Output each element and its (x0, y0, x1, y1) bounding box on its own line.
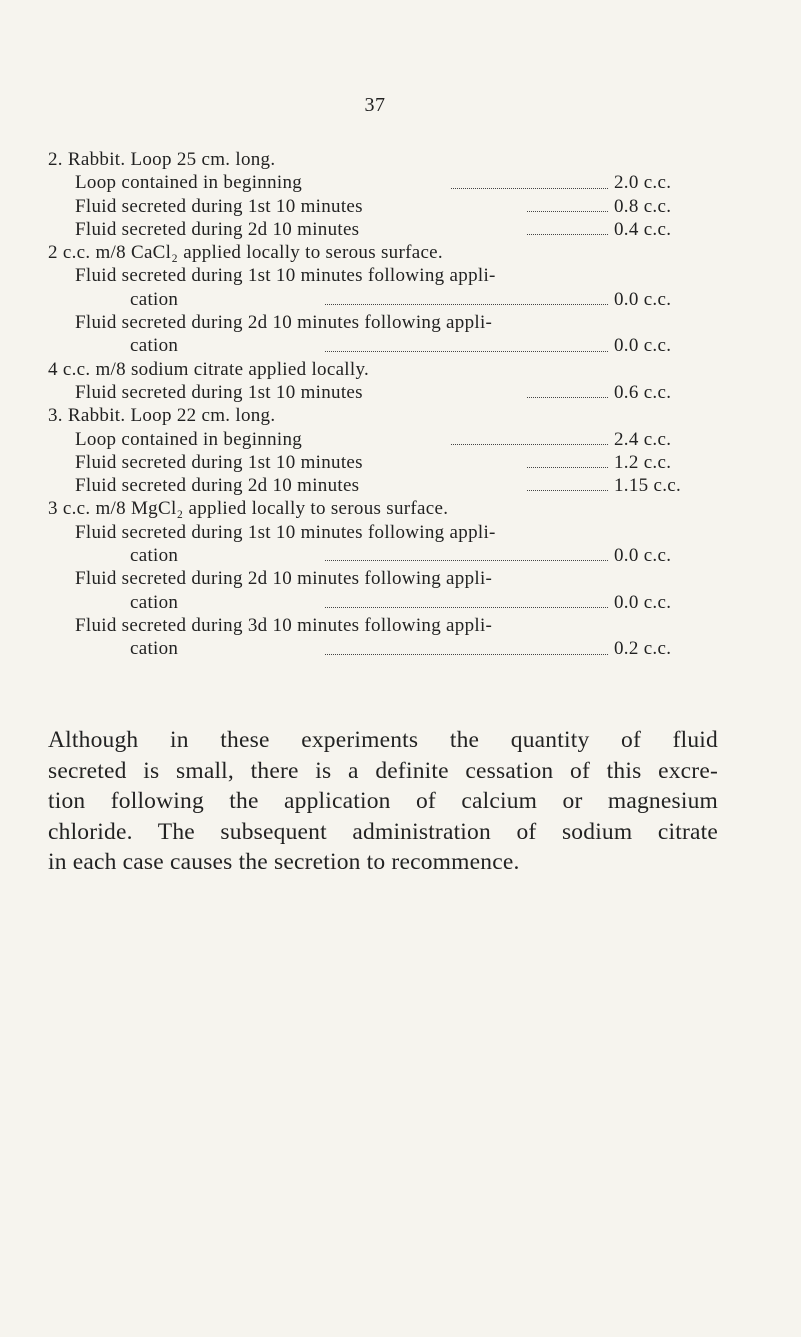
entry-value: 2.4 c.c. (614, 428, 672, 450)
entry-line (0, 148, 801, 171)
paragraph-line: in each case causes the secretion to recommence. (48, 849, 520, 876)
entry-value: 0.0 c.c. (614, 335, 672, 357)
entry-text: cation (130, 335, 179, 357)
paragraph-line: tion following the application of calcium or magnesium (48, 788, 718, 815)
entry-value: 0.2 c.c. (614, 638, 672, 660)
entry-line (0, 497, 801, 520)
entry-line (0, 428, 801, 451)
entry-value: 0.6 c.c. (614, 381, 672, 403)
dot-leader (527, 234, 608, 235)
entry-text: Fluid secreted during 1st 10 minutes following appli- (75, 265, 496, 287)
entry-text: Fluid secreted during 2d 10 minutes following appli- (75, 312, 493, 334)
entry-text: Loop contained in beginning (75, 172, 303, 194)
paragraph-line: secreted is small, there is a definite cessation of this excre- (48, 757, 718, 784)
entry-text: Fluid secreted during 1st 10 minutes (75, 195, 363, 217)
entry-text: Fluid secreted during 1st 10 minutes (75, 381, 363, 403)
dot-leader (451, 188, 608, 189)
entry-text: 2. Rabbit. Loop 25 cm. long. (48, 149, 276, 170)
experiment-entries (0, 148, 801, 661)
entry-text: Fluid secreted during 2d 10 minutes (75, 475, 360, 497)
dot-leader (527, 467, 608, 468)
entry-text: 3. Rabbit. Loop 22 cm. long. (48, 405, 276, 427)
entry-value: 1.2 c.c. (614, 451, 672, 473)
dot-leader (451, 444, 608, 445)
paragraph-line: chloride. The subsequent administration of sodium citrate (48, 818, 718, 845)
dot-leader (325, 654, 608, 655)
entry-line (0, 637, 801, 660)
entry-text: Fluid secreted during 1st 10 minutes (75, 451, 363, 473)
entry-value: 0.0 c.c. (614, 288, 672, 310)
entry-line (0, 381, 801, 404)
entry-line (0, 334, 801, 357)
dot-leader (325, 607, 608, 608)
entry-text: 4 c.c. m/8 sodium citrate applied locally. (48, 358, 370, 380)
entry-text: 3 c.c. m/8 MgCl₂ applied locally to serous surface. (48, 498, 449, 520)
entry-value: 1.15 c.c. (614, 475, 682, 497)
entry-value: 0.0 c.c. (614, 591, 672, 613)
paragraph-line: Although in these experiments the quantity of fluid (48, 727, 718, 753)
dot-leader (325, 351, 608, 352)
entry-line (0, 474, 801, 497)
entry-text: Loop contained in beginning (75, 428, 303, 450)
entry-text: Fluid secreted during 2d 10 minutes following appli- (75, 568, 493, 590)
entry-line (0, 404, 801, 427)
entry-text: cation (130, 545, 179, 567)
entry-text: cation (130, 591, 179, 613)
entry-line (0, 544, 801, 567)
dot-leader (527, 397, 608, 398)
entry-line (0, 451, 801, 474)
page-number: 37 (364, 94, 386, 116)
entry-line (0, 195, 801, 218)
entry-text: Fluid secreted during 3d 10 minutes following appli- (75, 614, 493, 636)
entry-line (0, 591, 801, 614)
entry-line (0, 521, 801, 544)
dot-leader (527, 211, 608, 212)
entry-text: Fluid secreted during 2d 10 minutes (75, 218, 360, 240)
entry-line (0, 358, 801, 381)
entry-value: 2.0 c.c. (614, 172, 672, 194)
closing-paragraph (48, 725, 718, 878)
entry-text: Fluid secreted during 1st 10 minutes following appli- (75, 521, 496, 543)
entry-text: cation (130, 638, 179, 660)
entry-text: cation (130, 288, 179, 310)
entry-value: 0.4 c.c. (614, 218, 672, 240)
entry-line (0, 614, 801, 637)
entry-value: 0.8 c.c. (614, 195, 672, 217)
entry-line (0, 567, 801, 590)
entry-line (0, 241, 801, 264)
dot-leader (325, 304, 608, 305)
dot-leader (325, 560, 608, 561)
entry-line (0, 218, 801, 241)
dot-leader (527, 490, 608, 491)
entry-line (0, 288, 801, 311)
entry-text: 2 c.c. m/8 CaCl₂ applied locally to serous surface. (48, 242, 443, 264)
entry-line (0, 171, 801, 194)
entry-line (0, 311, 801, 334)
entry-value: 0.0 c.c. (614, 545, 672, 567)
entry-line (0, 264, 801, 287)
